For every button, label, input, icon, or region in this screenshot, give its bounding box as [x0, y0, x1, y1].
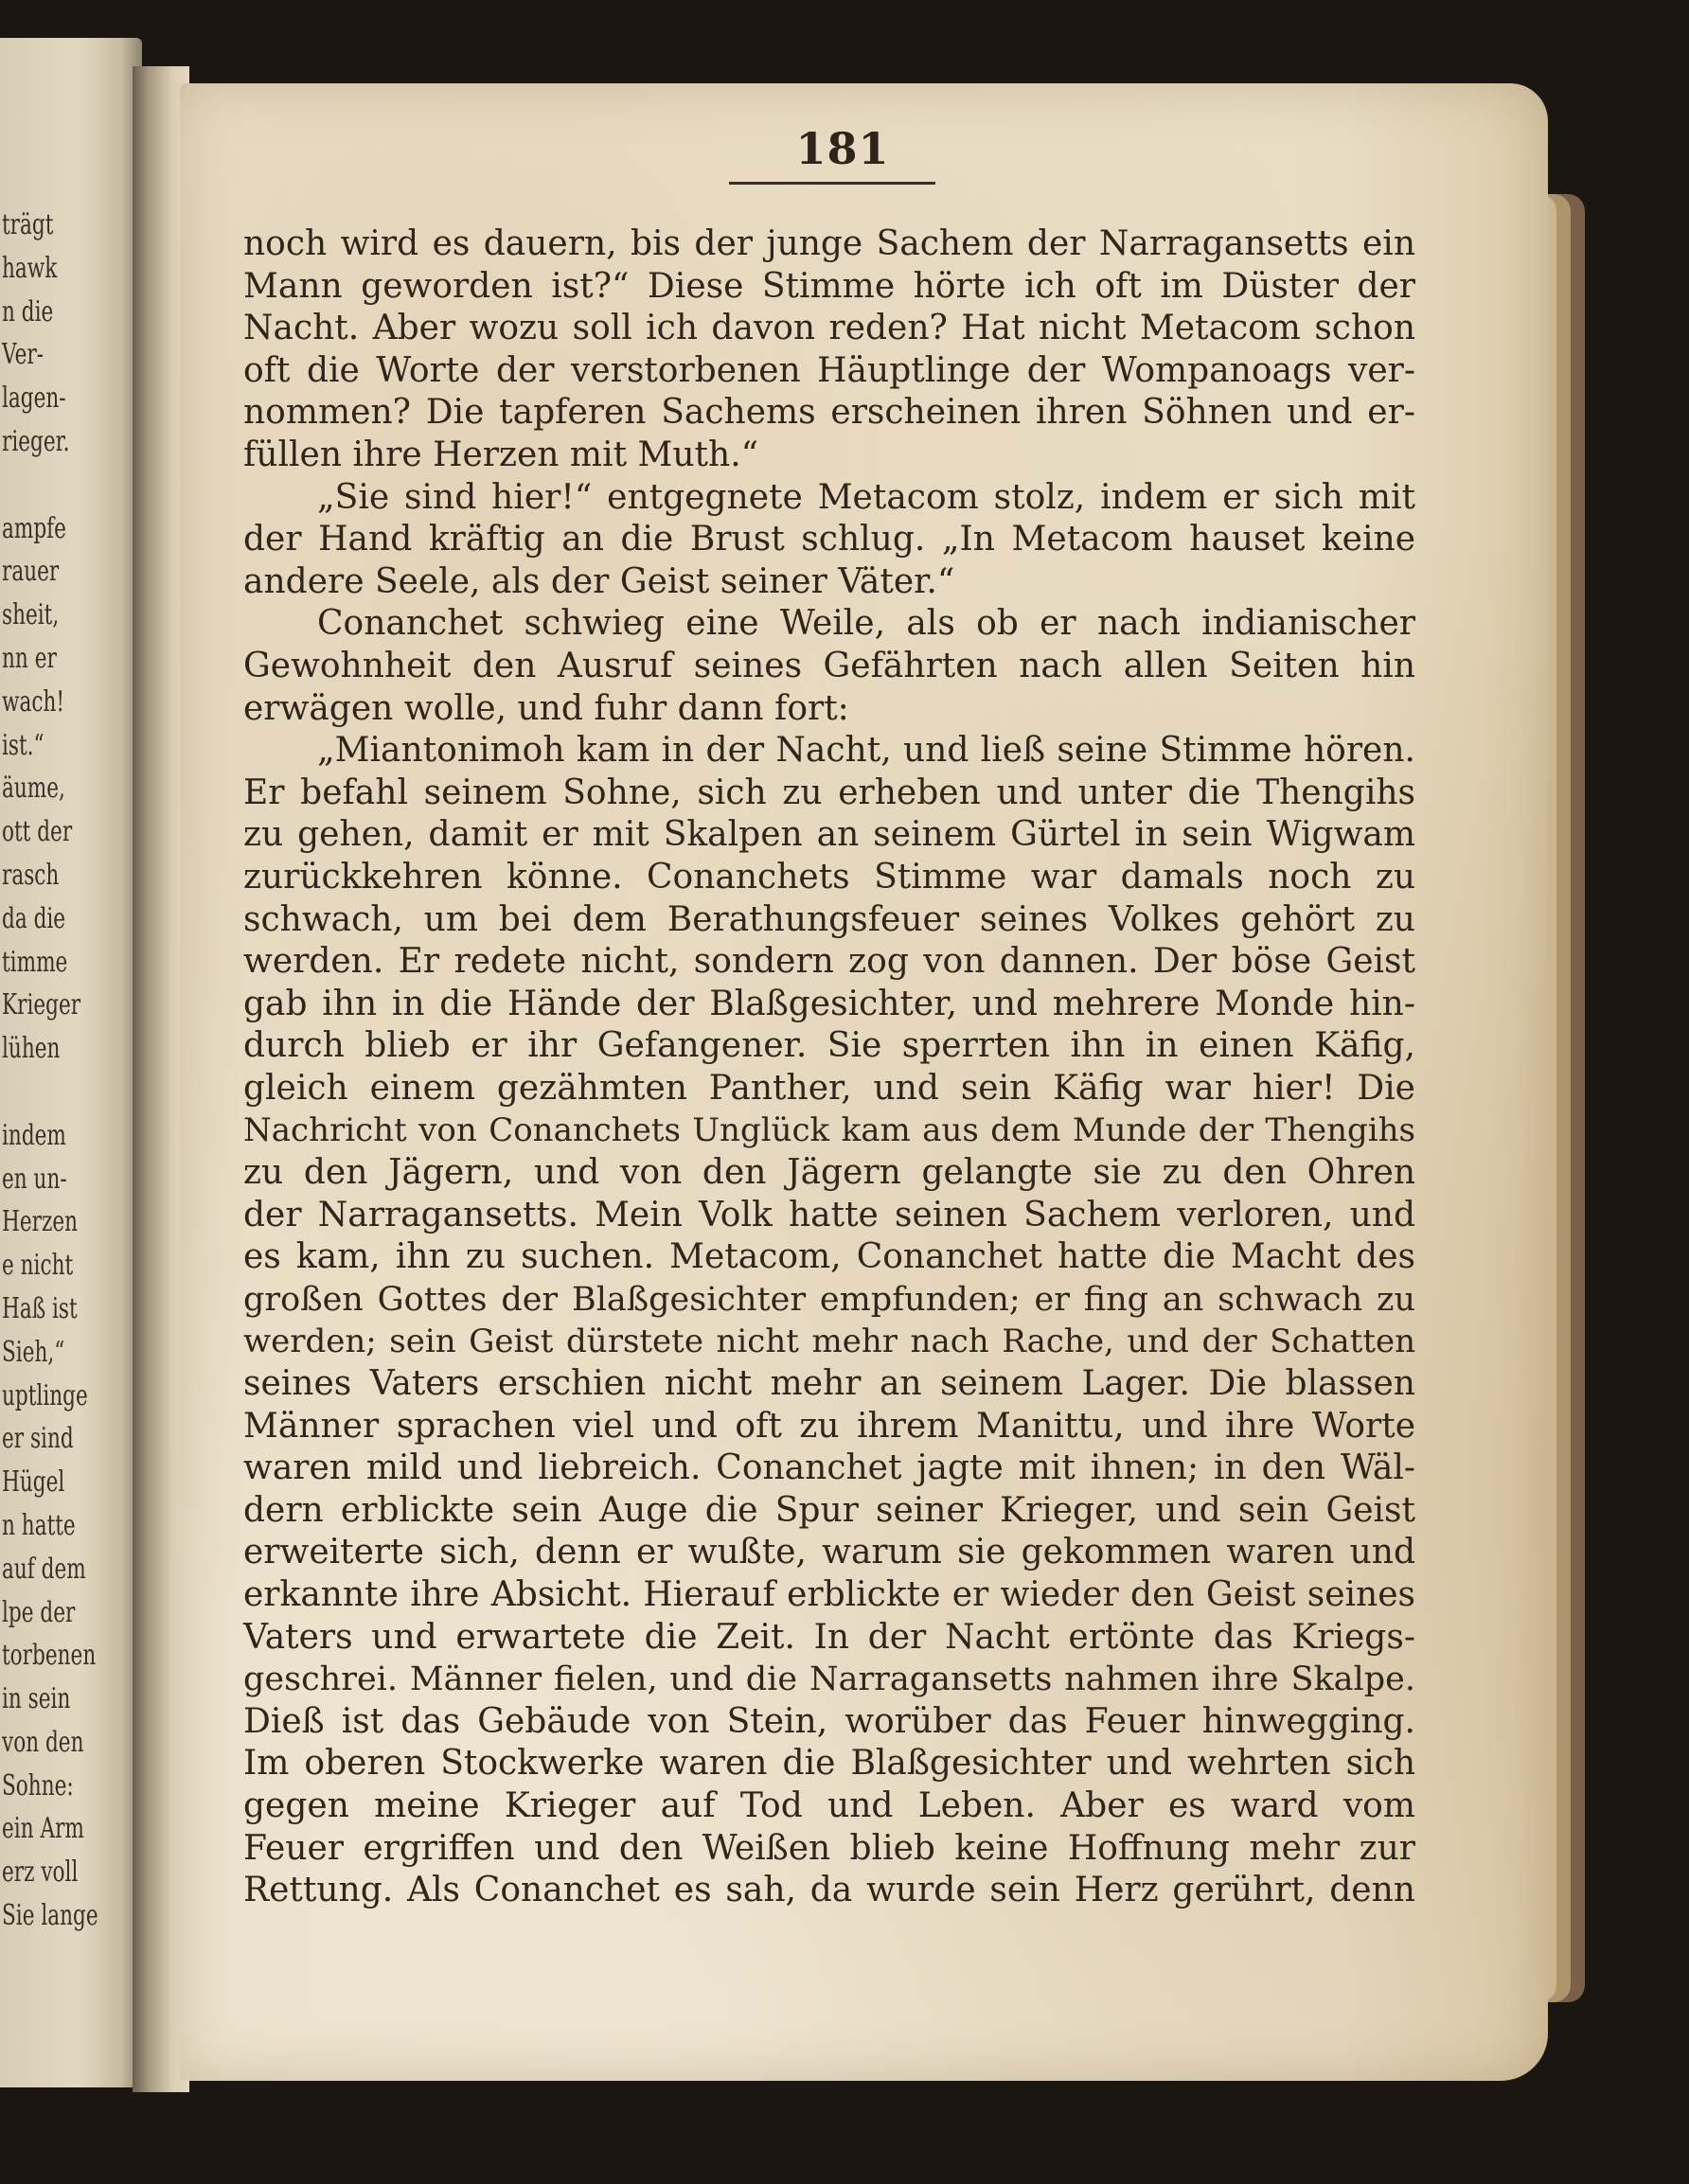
previous-page-line: lühen [2, 1032, 61, 1066]
text-line: es kam, ihn zu suchen. Metacom, Conanchet hatte die Macht des [243, 1237, 1415, 1277]
text-line: schwach, um bei dem Berathungsfeuer seines Volkes gehört zu [243, 899, 1415, 939]
text-line: Er befahl seinem Sohne, sich zu erheben und unter die Thengihs [243, 772, 1415, 812]
text-line: waren mild und liebreich. Conanchet jagte mit ihnen; in den Wäl- [243, 1448, 1415, 1488]
previous-page-line: in sein [2, 1682, 71, 1716]
current-page [180, 83, 1548, 2081]
previous-page-line: ott der [2, 815, 73, 849]
previous-page-line: en un- [2, 1162, 67, 1196]
previous-page-line: er sind [2, 1422, 74, 1456]
previous-page-line: Ver- [2, 338, 44, 372]
text-line: gleich einem gezähmten Panther, und sein Käfig war hier! Die [243, 1068, 1415, 1108]
text-line: „Sie sind hier!“ entgegnete Metacom stolz, indem er sich mit [317, 477, 1415, 517]
previous-page-line: lpe der [2, 1595, 76, 1629]
previous-page-text [2, 204, 101, 1938]
previous-page-line: Krieger [2, 988, 81, 1022]
previous-page-line: ist.“ [2, 728, 44, 762]
text-line: andere Seele, als der Geist seiner Väter.“ [243, 561, 955, 601]
previous-page-line: Sohne: [2, 1768, 74, 1802]
text-line: Vaters und erwartete die Zeit. In der Nacht ertönte das Kriegs- [243, 1617, 1415, 1657]
text-line: Nachricht von Conanchets Unglück kam aus dem Munde der Thengihs [243, 1111, 1415, 1150]
previous-page-line: n die [2, 294, 54, 328]
previous-page-line [2, 1071, 74, 1114]
previous-page-line: indem [2, 1118, 66, 1152]
text-line: gab ihn in die Hände der Blaßgesichter, und mehrere Monde hin- [243, 984, 1415, 1023]
text-line: dern erblickte sein Auge die Spur seiner Krieger, und sein Geist [243, 1490, 1415, 1530]
text-line: oft die Worte der verstorbenen Häuptlinge der Wompanoags ver- [243, 350, 1415, 390]
page-number: 181 [795, 123, 890, 174]
text-line: gegen meine Krieger auf Tod und Leben. Aber es ward vom [243, 1785, 1415, 1825]
text-line: durch blieb er ihr Gefangener. Sie sperrten ihn in einen Käfig, [243, 1026, 1415, 1066]
text-line: zurückkehren könne. Conanchets Stimme war damals noch zu [243, 857, 1415, 897]
previous-page-line: Sie lange [2, 1899, 98, 1933]
text-line: Feuer ergriffen und den Weißen blieb keine Hoffnung mehr zur [243, 1828, 1415, 1868]
previous-page-line: Herzen [2, 1205, 79, 1239]
previous-page-line: uptlinge [2, 1378, 88, 1412]
text-line: werden. Er redete nicht, sondern zog von dannen. Der böse Geist [243, 942, 1415, 982]
previous-page-line: trägt [2, 208, 54, 241]
text-line: zu gehen, damit er mit Skalpen an seinem Gürtel in sein Wigwam [243, 815, 1415, 855]
text-line: der Narragansetts. Mein Volk hatte seinen Sachem verloren, und [243, 1195, 1415, 1234]
text-line: noch wird es dauern, bis der junge Sachem der Narragansetts ein [243, 224, 1415, 263]
text-line: großen Gottes der Blaßgesichter empfunden; er fing an schwach zu [243, 1280, 1415, 1319]
previous-page-line: lagen- [2, 382, 66, 416]
previous-page [0, 38, 142, 2087]
previous-page-line: hawk [2, 251, 58, 285]
previous-page-line: auf dem [2, 1552, 86, 1586]
previous-page-line: ampfe [2, 511, 66, 545]
text-line: der Hand kräftig an die Brust schlug. „In Metacom hauset keine [243, 520, 1415, 559]
text-line: werden; sein Geist dürstete nicht mehr nach Rache, und der Schatten [243, 1323, 1415, 1361]
previous-page-line: timme [2, 945, 68, 979]
text-line: füllen ihre Herzen mit Muth.“ [243, 435, 759, 474]
text-line: Mann geworden ist?“ Diese Stimme hörte ich oft im Düster der [243, 266, 1415, 306]
previous-page-line: Haß ist [2, 1291, 78, 1325]
text-line: Conanchet schwieg eine Weile, als ob er nach indianischer [317, 604, 1415, 644]
text-line: Nacht. Aber wozu soll ich davon reden? Hat nicht Metacom schon [243, 309, 1415, 348]
previous-page-line: rauer [2, 555, 60, 589]
text-line: „Miantonimoh kam in der Nacht, und ließ seine Stimme hören. [317, 731, 1415, 771]
previous-page-line: rasch [2, 858, 60, 892]
text-line: geschrei. Männer fielen, und die Narragansetts nahmen ihre Skalpe. [243, 1660, 1415, 1699]
text-line: Gewohnheit den Ausruf seines Gefährten nach allen Seiten hin [243, 646, 1415, 685]
previous-page-line: Sieh,“ [2, 1335, 65, 1369]
text-line: nommen? Die tapferen Sachems erscheinen ihren Söhnen und er- [243, 393, 1415, 433]
text-line: Im oberen Stockwerke waren die Blaßgesichter und wehrten sich [243, 1744, 1415, 1784]
text-line: Dieß ist das Gebäude von Stein, worüber das Feuer hinwegging. [243, 1701, 1415, 1741]
previous-page-line: Hügel [2, 1465, 65, 1500]
text-line: erweiterte sich, denn er wußte, warum sie gekommen waren und [243, 1533, 1415, 1572]
previous-page-line: sheit, [2, 598, 60, 632]
text-line: erwägen wolle, und fuhr dann fort: [243, 688, 849, 728]
previous-page-line: äume, [2, 772, 65, 806]
page-body-text [243, 223, 1415, 1912]
previous-page-line: e nicht [2, 1249, 74, 1283]
previous-page-line: wach! [2, 684, 65, 719]
text-line: erkannte ihre Absicht. Hierauf erblickte er wieder den Geist seines [243, 1575, 1415, 1614]
previous-page-line: erz voll [2, 1856, 79, 1890]
previous-page-line: nn er [2, 641, 57, 675]
previous-page-line: da die [2, 901, 66, 935]
header-rule [729, 182, 935, 185]
text-line: Männer sprachen viel und oft zu ihrem Manittu, und ihre Worte [243, 1406, 1415, 1446]
text-line: zu den Jägern, und von den Jägern gelangte sie zu den Ohren [243, 1153, 1415, 1193]
previous-page-line [2, 464, 74, 507]
text-line: Rettung. Als Conanchet es sah, da wurde sein Herz gerührt, denn [243, 1871, 1415, 1910]
previous-page-line: torbenen [2, 1639, 97, 1673]
text-line: seines Vaters erschien nicht mehr an seinem Lager. Die blassen [243, 1364, 1415, 1404]
previous-page-line: n hatte [2, 1508, 76, 1542]
previous-page-line: ein Arm [2, 1812, 84, 1846]
previous-page-line: von den [2, 1725, 84, 1759]
previous-page-line: rieger. [2, 424, 70, 458]
